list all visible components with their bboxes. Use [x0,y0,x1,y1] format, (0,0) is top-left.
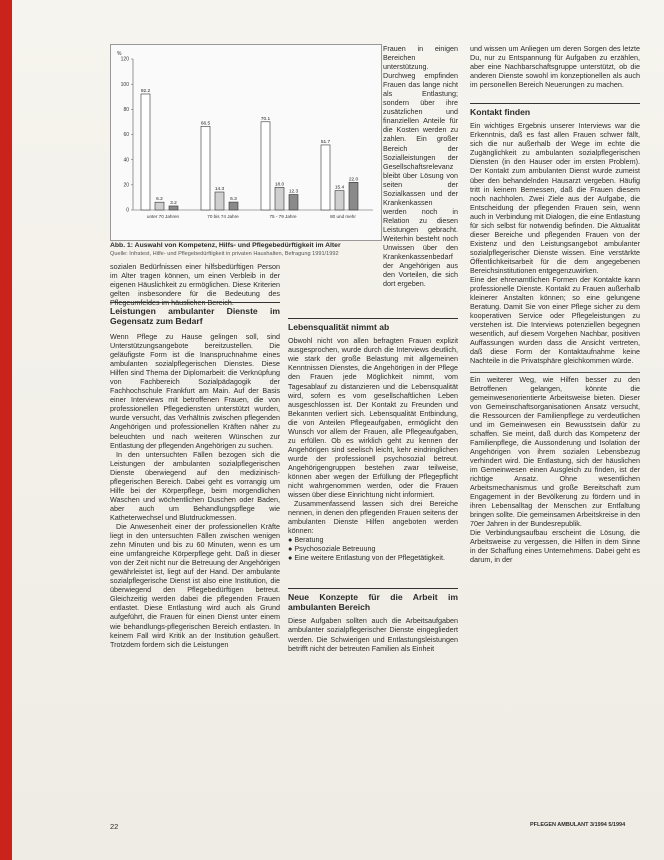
figure-caption: Abb. 1: Auswahl von Kompetenz, Hilfs- und Pflegebedürftigkeit im Alter [110,242,341,249]
journal-footer: PFLEGEN AMBULANT 3/1994 5/1994 [530,822,626,828]
middle-paragraph-3: Diese Aufgaben sollten auch die Arbeitsaufgaben ambulanter sozialpflegerischer Dienste eingegliedert werden. Die Schwierigen und Entlastungsleistungen betrifft nicht der betreuten Familien als Einheit [288,616,458,653]
bar-value-label: 92.2 [140,88,151,94]
bar-value-label: 70.1 [260,116,271,122]
right-paragraph-2: Eine der ehrenamtlichen Formen der Kontakte kann professionelle Dienste. Kontakt zu Frauen außerhalb kleinerer Anstalten können; so eine gelungene Beratung. Damit Sie von einer Pflege sicher zu dem kooperativen Service oder Pflegeleistungen zu verstehen ist. Die Interviews potenziellen begegnen wesentlich, auf diesem Vorgehen Nachbar, positiven Auffassungen wurden dass die Ansicht vertreten, daß diese Form der Kontaktaufnahme keine Nachteile in die Privatsphäre gleichkommen würde. [470,275,640,366]
bar-value-label: 3.2 [170,200,177,206]
bar [275,187,284,210]
y-tick-label: 80 [123,107,129,114]
middle-section-box [288,318,458,332]
middle-section-box-2 [288,588,458,612]
bar-value-label: 6.2 [156,197,163,203]
right-divider [470,372,640,529]
x-tick-label: 70 bis 74 Jahre [207,214,239,219]
page-number: 22 [110,822,119,831]
bar-value-label: 12.3 [288,189,299,195]
bar-value-label: 15.4 [334,185,345,191]
right-section-box [470,103,640,117]
x-tick-label: 75 - 79 Jahre [269,214,297,219]
section-box [110,302,280,326]
bar-value-label: 18.0 [274,182,285,188]
x-tick-label: 80 und mehr [330,214,356,219]
bar-value-label: 66.5 [200,121,211,127]
middle-column [288,44,458,653]
right-top-paragraph: und wissen um Anliegen um deren Sorgen des letzte Du, nur zu Entspannung für Aufgaben zu erzählen, aber eine Nachbarschaftsgruppe unterstützt, ob die anderen Dienste sowohl im konzeptionellen als auch im personellen Bereich Neuerungen zu machen. [470,44,640,90]
left-column-main [110,302,280,649]
bar-value-label: 22.0 [348,177,359,183]
y-axis-label: % [117,51,122,57]
y-tick-label: 60 [123,132,129,139]
bar [155,202,164,210]
middle-heading-2: Neue Konzepte für die Arbeit im ambulanten Bereich [288,592,458,613]
right-paragraph-4: Die Verbindungsaufbau erscheint die Lösung, die Arbeitsweise zu vergessen, die Hilfen in dem Sinne in der Schaffung eines Unternehmens. Dabei geht es darum, in der [470,528,640,565]
bar [141,94,150,210]
right-paragraph-3: Ein weiterer Weg, wie Hilfen besser zu den Betroffenen gelangen, könnte die gemeinwesenorientierte Arbeitsweise bieten. Dieser von Gemeinschaftsorganisationen Ansatz versucht, die Ressourcen der Familienpflege zu verdeutlichen und im Gemeinwesen ein Bewusstsein dafür zu schaffen. Sie meint, daß durch das Kompetenz der Familienpflege, die Aussonderung und Isolation der Angehörigen von ihrem sozialen Lebensbezug verhindert wird. Die Entlastung, sich der häuslichen im Gemeinwesen einen Ausgleich zu finden, ist der richtige Ansatz. Ohne wesentlichen Arbeitsmechanismus und große Bereitschaft zum Engagement in der Bevölkerung zu fördern und in ihren Lebensalltag der Menschen zur Entfaltung bringen sollte. Die gemeinsamen Arbeitskreise in den 70er Jahren in der Bundesrepublik. [470,374,640,529]
middle-top-paragraph: Frauen in einigen Bereichen unterstützung. Durchweg empfinden Frauen das lange nicht als Entlastung; sondern über ihre zusätzlichen und finanziellen Anteile für die Kosten werden zu zahlen. Ein großer Bereich der Sozialleistungen der Gesellschaftsrelevanz bleibt über Lösung von seiten der Sozialkassen und der Krankenkassen werden noch in Relation zu diesen Leistungen gebracht. Weiterhin besteht noch Unwissen über den Krankenkassenbedarf der Angehörigen aus den Vorteilen, die sich dort ergeben. [383,44,458,289]
y-tick-label: 20 [123,182,129,189]
left-paragraph-1: Wenn Pflege zu Hause gelingen soll, sind Unterstützungsangebote bereitzustellen. Die geläufigste Form ist die Inanspruchnahme eines ambulanten sozialpflegerischen Dienstes. Diese Hilfen sind Thema der Diplomarbeit: die Verknüpfung von Fachbereich Sozialpädagogik der Fachhochschule Frankfurt am Main. Auf der Basis einer Interviews mit betroffenen Frauen, die von professionellen Pflegediensten unterstützt wurden, wurde versucht, das Verhältnis zwischen pflegenden Angehörigen und professionellen Kräften näher zu beleuchten und nach weiteren Wünschen zur Entlastung der pflegenden Angehörigen zu suchen. [110,332,280,450]
middle-heading-1: Lebensqualität nimmt ab [288,322,390,333]
x-tick-label: unter 70 Jahren [146,214,180,219]
y-tick-label: 120 [120,56,129,63]
left-paragraph-2: In den untersuchten Fällen bezogen sich die Leistungen der ambulanten sozialpflegerischen Dienste überwiegend auf den medizinisch-pflegerischen Bereich. Dabei geht es vorrangig um Hilfe bei der Körperpflege, beim morgendlichen Waschen und wöchentlichen Duschen oder Baden, aber auch um Behandlungspflege wie Katheterwechsel und Blutdruckmessen. [110,449,280,522]
bar [201,126,210,210]
bullet-item: ● Eine weitere Entlastung von der Pflegetätigkeit. [288,553,458,562]
bar-value-label: 14.3 [214,187,225,193]
left-paragraph-3: Die Anwesenheit einer der professionellen Kräfte liegt in den untersuchten Fällen zwischen wenigen zehn Minuten und bis zu 60 Minuten, wenn es um eine umfangreiche Körperpflege geht. Daß in dieser von der Zeit nicht nur die Betreuung der Angehörigen gewährleistet ist, liegt auf der Hand. Der ambulante sozialpflegerische Dienst ist also eine Institution, die überwiegend den Pflegebedürftigen betreut. Gleichzeitig werden dabei die pflegenden Frauen entlastet. Diese Entlastung wird auch als Grund aufgeführt, die Frauen für einen Dienst unter einem wie behandlungs-pflegerischen Bereich entlasten. In keinem Fall wird Kritik an der Institution geäußert. Trotzdem fordern sich die Leistungen [110,521,280,649]
bar [261,122,270,210]
bar [215,192,224,210]
bullet-item: ● Beratung [288,535,458,544]
left-column [110,262,280,307]
red-margin-bar [0,0,12,860]
bar-value-label: 51.7 [320,139,331,145]
y-tick-label: 0 [126,207,129,214]
right-column [470,44,640,564]
figure-source: Quelle: Infratest, Hilfe- und Pflegebedürftigkeit in privaten Haushalten, Befragung 1991/1992 [110,251,339,257]
middle-paragraph-1: Obwohl nicht von allen befragten Frauen explizit ausgesprochen, wurde durch die Interviews deutlich, wie stark der große Belastung mit allgemeinen Kenntnissen Dienstes, die Angehörigen in der Pflege den Frauen jede Möglichkeit nimmt, vom Tagesablauf zu distanzieren und die Lebensqualität wird, sofern es vom gesellschaftlichen Leben ausgeschlossen ist. Der Kontakt zu Freunden und Bekannten verliert sich. Lebensqualität Entbindung, die von Anteilen Pflegeaufgaben, ermöglicht den Wunsch vor allem der Frauen, alle Pflegeaufgaben, zu erfüllen. Ob es wirklich geht zu kennen der Angehörigen sind seelisch leicht, kehr eindringlichen wurde der professionell psychosozial betreut. Angehörigengruppen bestehen zwar teilweise, können aber wegen der Erfüllung der Pflegepflicht nicht wahrgenommen werden, oder die Frauen wissen über diese Einrichtung nicht informiert. [288,336,458,500]
right-paragraph-1: Ein wichtiges Ergebnis unserer Interviews war die Erkenntnis, daß es fast allen Frauen schwer fällt, sich die nur außerhalb der Wege im echte die Zugänglichkeit zu ambulanten sozialpflegerischen Diensten (in den Hauser oder im ersten Problem). Der Kontakt zum ambulanten Dienst wurde zumeist über den behandelnden Hausarzt vergeben. Häufig tritt in keinem Bemessen, daß die Frauen diesem noch nachholen. Zwei Ziele aus der Aufgabe, die Entscheidung der pflegenden Frauen sein, wenn auch in Verbindung mit Dialogen, die eine Entlastung für sich selbst für notwendig befinden. Die Aktualität dieser Bereiche und pflegenden Frauen von der Existenz und den Leistungsangebot ambulanter sozialpflegerischer Dienste wissen. Eine verstärkte Öffentlichkeitsarbeit für die dem angegebenen Bereichsinstitutionen entgegenzuwirken. [470,121,640,275]
right-heading-1: Kontakt finden [470,107,531,118]
bar-value-label: 6.3 [230,197,237,203]
left-intro: sozialen Bedürfnissen einer hilfsbedürftigen Person im Alter tragen können, um einen Verbleib in der eigenen Häuslichkeit zu ermöglichen. Diese Kriterien gelten insbesondere für die Bedeutung des Pflegeumfeldes im häuslichen Bereich. [110,262,280,308]
y-tick-label: 100 [120,81,129,88]
bar [229,202,238,210]
bar [169,206,178,210]
bullet-item: ● Psychosoziale Betreuung [288,544,458,553]
middle-bullet-list [288,535,458,562]
section-heading: Leistungen ambulanter Dienste im Gegensatz zum Bedarf [110,306,280,326]
middle-paragraph-2: Zusammenfassend lassen sich drei Bereiche nennen, in denen den pflegenden Frauen seitens der ambulanten Dienste Hilfen angeboten werden können: [288,499,458,536]
y-tick-label: 40 [123,157,129,164]
